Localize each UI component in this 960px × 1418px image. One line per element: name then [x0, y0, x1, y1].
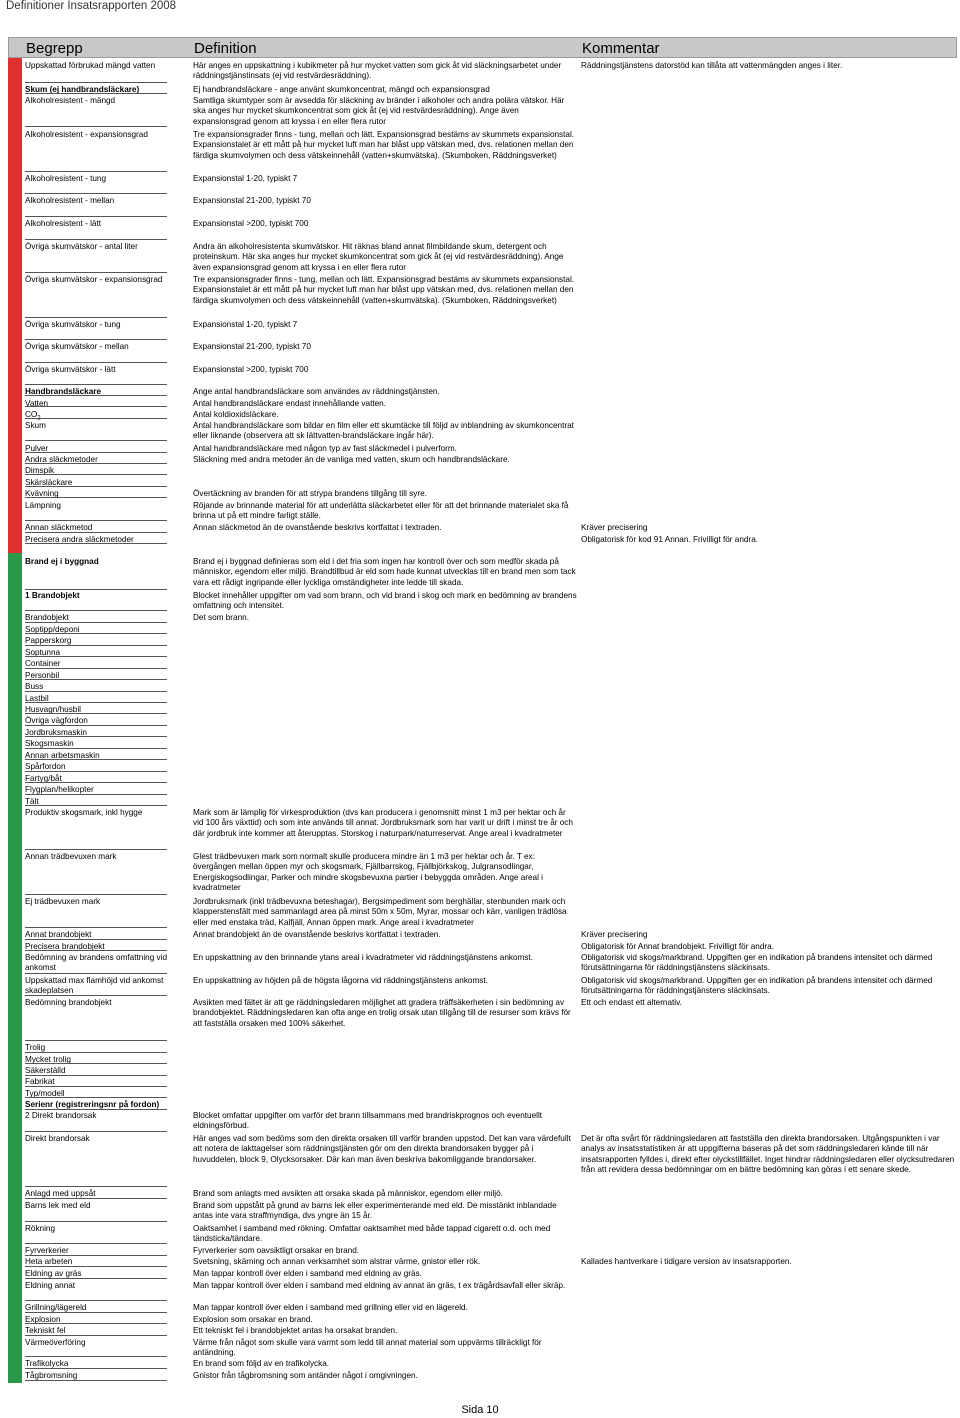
- definition-cell: Man tappar kontroll över elden i samband med eldning av gräs.: [193, 1269, 422, 1278]
- header-definition: Definition: [194, 40, 257, 57]
- definition-cell: Ej handbrandsläckare - ange använt skumkoncentrat, mängd och expansionsgrad: [193, 85, 490, 94]
- row-separator: [25, 216, 167, 217]
- row-separator: [25, 939, 167, 940]
- term-cell: Serienr (registreringsnr på fordon): [25, 1100, 160, 1109]
- term-cell: Fyrverkerier: [25, 1246, 69, 1255]
- term-cell: Övriga skumvätskor - antal liter: [25, 242, 138, 251]
- term-cell: Tågbromsning: [25, 1371, 78, 1380]
- row-separator: [25, 395, 167, 396]
- term-cell: Husvagn/husbil: [25, 705, 81, 714]
- term-cell: Alkoholresistent - mängd: [25, 96, 116, 105]
- row-separator: [25, 82, 167, 83]
- term-cell: Skogsmaskin: [25, 739, 74, 748]
- term-cell: Trafikolycka: [25, 1359, 69, 1368]
- definition-cell: Mark som är lämplig för virkesproduktion (dvs kan producera i genomsnitt minst 1 m3 per hektar och år vid 100 års växttid) och som inte används till annat. Jordbruksmark som har varit ur drift i minst tre år och där jordbruk inte kommer att återupptas. Storskog i naturpark/naturreservat. Ange areal i kvadratmeter: [193, 808, 573, 838]
- row-separator: [25, 691, 167, 692]
- row-separator: [25, 362, 167, 363]
- section-strip-red: [8, 58, 22, 553]
- term-cell: Vatten: [25, 399, 49, 408]
- term-cell: Handbrandsläckare: [25, 387, 101, 396]
- term-cell: Övriga vägfordon: [25, 716, 88, 725]
- definition-cell: Blocket innehåller uppgifter om vad som brann, och vid brand i skog och mark en bedömning av brandens omfattning och intensitet.: [193, 591, 577, 611]
- definition-cell: Man tappar kontroll över elden i samband med eldning av annat än gräs, t ex trägårdsavfall eller skräp.: [193, 1281, 566, 1290]
- row-separator: [25, 1278, 167, 1279]
- definition-cell: Samtliga skumtyper som är avsedda för släckning av bränder i alkoholer och andra polära vätskor. Här ska anges hur mycket skumkoncentrat som gick åt (ej vid restvärdesräddning). Ange även expansionsgrad genom att kryssa i en eller flera rutor: [193, 96, 565, 126]
- row-separator: [25, 995, 167, 996]
- term-cell: Buss: [25, 682, 44, 691]
- page-number: Sida 10: [461, 1404, 499, 1416]
- definition-cell: Glest trädbevuxen mark som normalt skulle producera mindre än 1 m3 per hektar och år. T ex: övergången mellan öppen myr och skogsmark, Fjällbarrskog, Fjällbjörkskog, Julgransodlingar, Energiskogsodlingar, Parker och mindre skogsbevuxna partier i bebyggda områden. Ange areal i kvadratmeter: [193, 852, 543, 893]
- row-separator: [25, 339, 167, 340]
- term-cell: Annat brandobjekt: [25, 930, 92, 939]
- definition-cell: En uppskattning av höjden på de högsta lågorna vid räddningstjänstens ankomst.: [193, 976, 488, 985]
- term-cell: Värmeöverföring: [25, 1338, 86, 1347]
- row-separator: [25, 1323, 167, 1324]
- definition-cell: Man tappar kontroll över elden i samband med grillning eller vid en lägereld.: [193, 1303, 468, 1312]
- term-cell: Container: [25, 659, 61, 668]
- term-cell: Anlagd med uppsåt: [25, 1189, 96, 1198]
- row-separator: [25, 794, 167, 795]
- term-cell: Annan trädbevuxen mark: [25, 852, 117, 861]
- comment-cell: Räddningstjänstens datorstöd kan tillåta att vattenmängden anges i liter.: [581, 61, 843, 70]
- term-cell: $CO_2$: [25, 410, 41, 422]
- term-cell: Explosion: [25, 1315, 61, 1324]
- comment-cell: Kräver precisering: [581, 523, 648, 532]
- row-separator: [25, 782, 167, 783]
- row-separator: [25, 497, 167, 498]
- row-separator: [25, 656, 167, 657]
- definition-cell: Antal handbrandsläckare med någon typ av fast släckmedel i pulverform.: [193, 444, 457, 453]
- definition-cell: Ange antal handbrandsläckare som användes av räddningstjänsten.: [193, 387, 440, 396]
- term-cell: Tekniskt fel: [25, 1326, 66, 1335]
- term-cell: Soptipp/deponi: [25, 625, 80, 634]
- term-cell: Skum (ej handbrandsläckare): [25, 85, 140, 94]
- term-cell: Kvävning: [25, 489, 59, 498]
- definition-cell: Expansionstal 21-200, typiskt 70: [193, 196, 311, 205]
- row-separator: [25, 406, 167, 407]
- term-cell: Trolig: [25, 1043, 46, 1052]
- definition-cell: Annat brandobjekt än de ovanstående beskrivs kortfattat i textraden.: [193, 930, 441, 939]
- header-begrepp: Begrepp: [26, 40, 83, 57]
- row-separator: [25, 894, 167, 895]
- row-separator: [25, 171, 167, 172]
- term-cell: Säkerställd: [25, 1066, 66, 1075]
- row-separator: [25, 725, 167, 726]
- row-separator: [25, 1356, 167, 1357]
- term-cell: Uppskattad förbrukad mängd vatten: [25, 61, 156, 70]
- definition-cell: Blocket omfattar uppgifter om varför det brann tillsammans med brandriskprognos och eventuellt eldningsförbud.: [193, 1111, 543, 1131]
- term-cell: Eldning av gräs: [25, 1269, 82, 1278]
- definition-cell: Här anges en uppskattning i kubikmeter på hur mycket vatten som gick åt vid släckningsarbetet under räddningstjänstinsats (ej vid restvärdesräddning).: [193, 61, 562, 81]
- row-separator: [25, 1266, 167, 1267]
- term-cell: Papperskorg: [25, 636, 72, 645]
- term-cell: Fartyg/båt: [25, 774, 62, 783]
- term-cell: Grillning/lägereld: [25, 1303, 87, 1312]
- definition-cell: Svetsning, skärning och annan verksamhet som alstrar värme, gnistor eller rök.: [193, 1257, 481, 1266]
- row-separator: [25, 1063, 167, 1064]
- definition-cell: Det som brann.: [193, 613, 249, 622]
- term-cell: Typ/modell: [25, 1089, 65, 1098]
- term-cell: Precisera andra släckmetoder: [25, 535, 134, 544]
- term-cell: Andra släckmetoder: [25, 455, 98, 464]
- definition-cell: Antal handbrandsläckare som bildar en film eller ett skumtäcke till följd av inblandning av skumkoncentrat eller liknande (observera att sk lättvatten-brandsläckare ingår här).: [193, 421, 574, 441]
- definition-cell: Här anges vad som bedöms som den direkta orsaken till varför branden uppstod. Det kan vara värdefullt att notera de iakttagelser som räddningstjänsten gör om den direkta brandorsaken bygger på i huvuddelen, block 9, Olycksorsaker. Där kan man även beskriva bakomliggande brandorsaker.: [193, 1134, 571, 1164]
- row-separator: [25, 193, 167, 194]
- row-separator: [25, 1052, 167, 1053]
- row-separator: [25, 1075, 167, 1076]
- header-kommentar: Kommentar: [582, 40, 660, 57]
- co2-subscript: 2: [37, 415, 41, 422]
- row-separator: [25, 622, 167, 623]
- term-cell: Övriga skumvätskor - tung: [25, 320, 121, 329]
- row-separator: [25, 486, 167, 487]
- row-separator: [25, 713, 167, 714]
- definition-cell: En brand som följd av en trafikolycka.: [193, 1359, 330, 1368]
- row-separator: [25, 520, 167, 521]
- term-cell: Barns lek med eld: [25, 1201, 91, 1210]
- term-cell: Lastbil: [25, 694, 49, 703]
- row-separator: [25, 418, 167, 419]
- row-separator: [25, 759, 167, 760]
- definition-cell: Antal handbrandsläckare endast innehållande vatten.: [193, 399, 387, 408]
- term-cell: Lämpning: [25, 501, 61, 510]
- row-separator: [25, 1109, 167, 1110]
- term-cell: Eldning annat: [25, 1281, 76, 1290]
- term-cell: Soptunna: [25, 648, 61, 657]
- row-separator: [25, 272, 167, 273]
- row-separator: [25, 927, 167, 928]
- row-separator: [25, 384, 167, 385]
- definition-cell: Brand som uppstått på grund av barns lek eller experimenterande med eld. De misstänkt inblandade antas inte vara straffmyndiga, dvs yngre än 15 år.: [193, 1201, 557, 1221]
- term-cell: Flygplan/helikopter: [25, 785, 94, 794]
- term-cell: Rökning: [25, 1224, 56, 1233]
- term-cell: Ej trädbevuxen mark: [25, 897, 101, 906]
- term-cell: Bedömning av brandens omfattning vid ankomst: [25, 953, 168, 973]
- term-cell: Dimspik: [25, 466, 55, 475]
- definition-cell: Brand ej i byggnad definieras som eld i det fria som ingen har kontroll över och som medför skada på människor, egendom eller miljö. Brandtillbud är eld som hade kunnat utvecklas till en brand men som tack vara ett rådigt ingripande eller lyckliga omständigheter inte ledde till skada.: [193, 557, 576, 587]
- term-cell: Spårfordon: [25, 762, 66, 771]
- section-strip-green: [8, 553, 22, 1383]
- row-separator: [25, 463, 167, 464]
- row-separator: [25, 1221, 167, 1222]
- row-separator: [25, 633, 167, 634]
- definition-cell: Expansionstal 1-20, typiskt 7: [193, 174, 298, 183]
- row-separator: [25, 645, 167, 646]
- comment-cell: Kallades hantverkare i tidigare version av insatsrapporten.: [581, 1257, 792, 1266]
- definition-cell: Fyrverkerier som oavsiktligt orsakar en brand.: [193, 1246, 360, 1255]
- term-cell: Direkt brandorsak: [25, 1134, 90, 1143]
- row-separator: [25, 1198, 167, 1199]
- row-separator: [25, 1335, 167, 1336]
- term-cell: 2 Direkt brandorsak: [25, 1111, 97, 1120]
- term-cell: Pulver: [25, 444, 49, 453]
- term-cell: Alkoholresistent - mellan: [25, 196, 115, 205]
- term-cell: Alkoholresistent - expansionsgrad: [25, 130, 148, 139]
- definition-cell: Röjande av brinnande material för att underlätta släckarbetet eller för att det brinnande materialet ska få brinna ut på ett mindre farligt ställe.: [193, 501, 569, 521]
- definition-cell: Annan släckmetod än de ovanstående beskrivs kortfattat i textraden.: [193, 523, 442, 532]
- term-cell: Bedömning brandobjekt: [25, 998, 112, 1007]
- definition-cell: Oaktsamhet i samband med rökning. Omfattar oaktsamhet med både tappad cigarett o.d. och med tändsticka/tändare.: [193, 1224, 551, 1244]
- definition-cell: Expansionstal >200, typiskt 700: [193, 365, 309, 374]
- definition-cell: Expansionstal 1-20, typiskt 7: [193, 320, 298, 329]
- term-cell: 1 Brandobjekt: [25, 591, 80, 600]
- definition-cell: Explosion som orsakar en brand.: [193, 1315, 313, 1324]
- row-separator: [25, 1300, 167, 1301]
- term-cell: Övriga skumvätskor - expansionsgrad: [25, 275, 163, 284]
- row-separator: [25, 474, 167, 475]
- definition-cell: Tre expansionsgrader finns - tung, mellan och lätt. Expansionsgrad bestäms av skummets expansionstal. Expansionstalet är ett mått på hur mycket luft man har blåst upp vätskan med, dvs. relationen mellan den färdiga skumvolymen och dess vätskeinnehåll (vatten+skumvätska). (Skumboken, Räddningsverket): [193, 130, 575, 160]
- row-separator: [25, 771, 167, 772]
- definition-cell: Expansionstal >200, typiskt 700: [193, 219, 309, 228]
- definition-cell: Expansionstal 21-200, typiskt 70: [193, 342, 311, 351]
- row-separator: [25, 126, 167, 127]
- definition-cell: Släckning med andra metoder än de vanliga med vatten, skum och handbrandsläckare.: [193, 455, 510, 464]
- row-separator: [25, 1255, 167, 1256]
- term-cell: Produktiv skogsmark, inkl hygge: [25, 808, 143, 817]
- row-separator: [25, 532, 167, 533]
- term-cell: Alkoholresistent - lätt: [25, 219, 101, 228]
- definition-cell: Övertäckning av branden för att strypa brandens tillgång till syre.: [193, 489, 427, 498]
- row-separator: [25, 849, 167, 850]
- term-cell: Uppskattad max flamhöjd vid ankomst skadeplatsen: [25, 976, 164, 996]
- definition-cell: Andra än alkoholresistenta skumvätskor. Hit räknas bland annat filmbildande skum, detergent och proteinskum. Här ska anges hur mycket skumkoncentrat som gick åt (ej vid restvärdesräddning). Ange även expansionsgrad genom att kryssa i en eller flera rutor: [193, 242, 564, 272]
- row-separator: [25, 452, 167, 453]
- row-separator: [25, 1040, 167, 1041]
- row-separator: [25, 1131, 167, 1132]
- row-separator: [25, 1368, 167, 1369]
- term-cell: Tält: [25, 797, 39, 806]
- definition-cell: Jordbruksmark (inkl trädbevuxna beteshagar), Bergsimpediment som berghällar, stenbunden mark och klapperstensfält med sammanlagd area på minst 50m x 50m, Myrar, mossar och kärr, vanligen trädlösa eller med enstaka träd, Kalfjäll, Annan öppen mark. Ange areal i kvadratmeter: [193, 897, 567, 927]
- comment-cell: Kräver precisering: [581, 930, 648, 939]
- comment-cell: Ett och endast ett alternativ.: [581, 998, 682, 1007]
- row-separator: [25, 239, 167, 240]
- term-cell: Alkoholresistent - tung: [25, 174, 107, 183]
- row-separator: [25, 1380, 167, 1381]
- row-separator: [25, 1312, 167, 1313]
- row-separator: [25, 805, 167, 806]
- row-separator: [25, 679, 167, 680]
- row-separator: [25, 440, 167, 441]
- term-cell: Annan arbetsmaskin: [25, 751, 100, 760]
- definition-cell: Antal koldioxidsläckare.: [193, 410, 279, 419]
- row-separator: [25, 1086, 167, 1087]
- row-separator: [25, 1097, 167, 1098]
- term-cell: Heta arbeten: [25, 1257, 73, 1266]
- comment-cell: Det är ofta svårt för räddningsledaren att fastställa den direkta brandorsaken. Utgångspunkten i var analys av insatsstatistiken är att uppgifterna baseras på det som räddningsledaren kände till när insatsrapporten fylldes i, direkt efter olyckstillfället. Inget hindrar räddningsledaren eller olycksutredaren från att revidera dessa bedömningar om en bättre bedömning kan göras i ett senare skede.: [581, 1134, 955, 1175]
- definition-cell: Tre expansionsgrader finns - tung, mellan och lätt. Expansionsgrad bestäms av skummets expansionstal. Expansionstalet är ett mått på hur mycket luft man har blåst upp vätskan med, dvs. relationen mellan den färdiga skumvolymen och dess vätskeinnehåll (vatten+skumvätska). (Skumboken, Räddningsverket): [193, 275, 575, 305]
- definition-cell: Gnistor från tågbromsning som antänder något i omgivningen.: [193, 1371, 418, 1380]
- comment-cell: Obligatorisk för Annat brandobjekt. Frivilligt för andra.: [581, 942, 774, 951]
- running-title: Definitioner Insatsrapporten 2008: [6, 0, 177, 12]
- term-cell: Övriga skumvätskor - mellan: [25, 342, 129, 351]
- term-cell: Övriga skumvätskor - lätt: [25, 365, 116, 374]
- term-cell: Precisera brandobjekt: [25, 942, 105, 951]
- definition-cell: En uppskattning av den brinnande ytans areal i kvadratmeter vid räddningstjänstens ankomst.: [193, 953, 533, 962]
- row-separator: [25, 543, 167, 544]
- row-separator: [25, 610, 167, 611]
- table-header: [8, 37, 957, 58]
- term-cell: Brandobjekt: [25, 613, 69, 622]
- definition-cell: Värme från något som skulle vara varmt som ledd till annat material som uppvärms tillräckligt för antändning.: [193, 1338, 542, 1358]
- row-separator: [25, 950, 167, 951]
- row-separator: [25, 748, 167, 749]
- term-cell: Skärsläckare: [25, 478, 73, 487]
- comment-cell: Obligatorisk vid skogs/markbrand. Uppgiften ger en indikation på brandens intensitet och därmed förutsättningarna för räddningstjänstens släckinsats.: [581, 976, 933, 996]
- term-cell: Fabrikat: [25, 1077, 55, 1086]
- comment-cell: Obligatorisk för kod 91 Annan. Frivilligt för andra.: [581, 535, 759, 544]
- row-separator: [25, 1243, 167, 1244]
- comment-cell: Obligatorisk vid skogs/markbrand. Uppgiften ger en indikation på brandens intensitet och därmed förutsättningarna för räddningstjänstens släckinsats.: [581, 953, 933, 973]
- term-cell: Brand ej i byggnad: [25, 557, 99, 566]
- row-separator: [25, 589, 167, 590]
- term-cell: Annan släckmetod: [25, 523, 93, 532]
- definition-cell: Avsikten med fältet är att ge räddningsledaren möjlighet att gradera träffsäkerheten i sin bedömning av brandobjektet. Räddningsledaren kan ofta ange en trolig orsak utan tillgång till de resurser som krävs för att fastställa orsaken med 100% säkerhet.: [193, 998, 571, 1028]
- row-separator: [25, 1186, 167, 1187]
- term-cell: Skum: [25, 421, 46, 430]
- row-separator: [25, 973, 167, 974]
- row-separator: [25, 702, 167, 703]
- term-cell: Mycket trolig: [25, 1055, 71, 1064]
- term-cell: Personbil: [25, 671, 60, 680]
- term-cell: Jordbruksmaskin: [25, 728, 87, 737]
- row-separator: [25, 317, 167, 318]
- definition-cell: Ett tekniskt fel i brandobjektet antas ha orsakat branden.: [193, 1326, 398, 1335]
- row-separator: [25, 93, 167, 94]
- row-separator: [25, 668, 167, 669]
- definition-cell: Brand som anlagts med avsikten att orsaka skada på människor, egendom eller miljö.: [193, 1189, 503, 1198]
- row-separator: [25, 736, 167, 737]
